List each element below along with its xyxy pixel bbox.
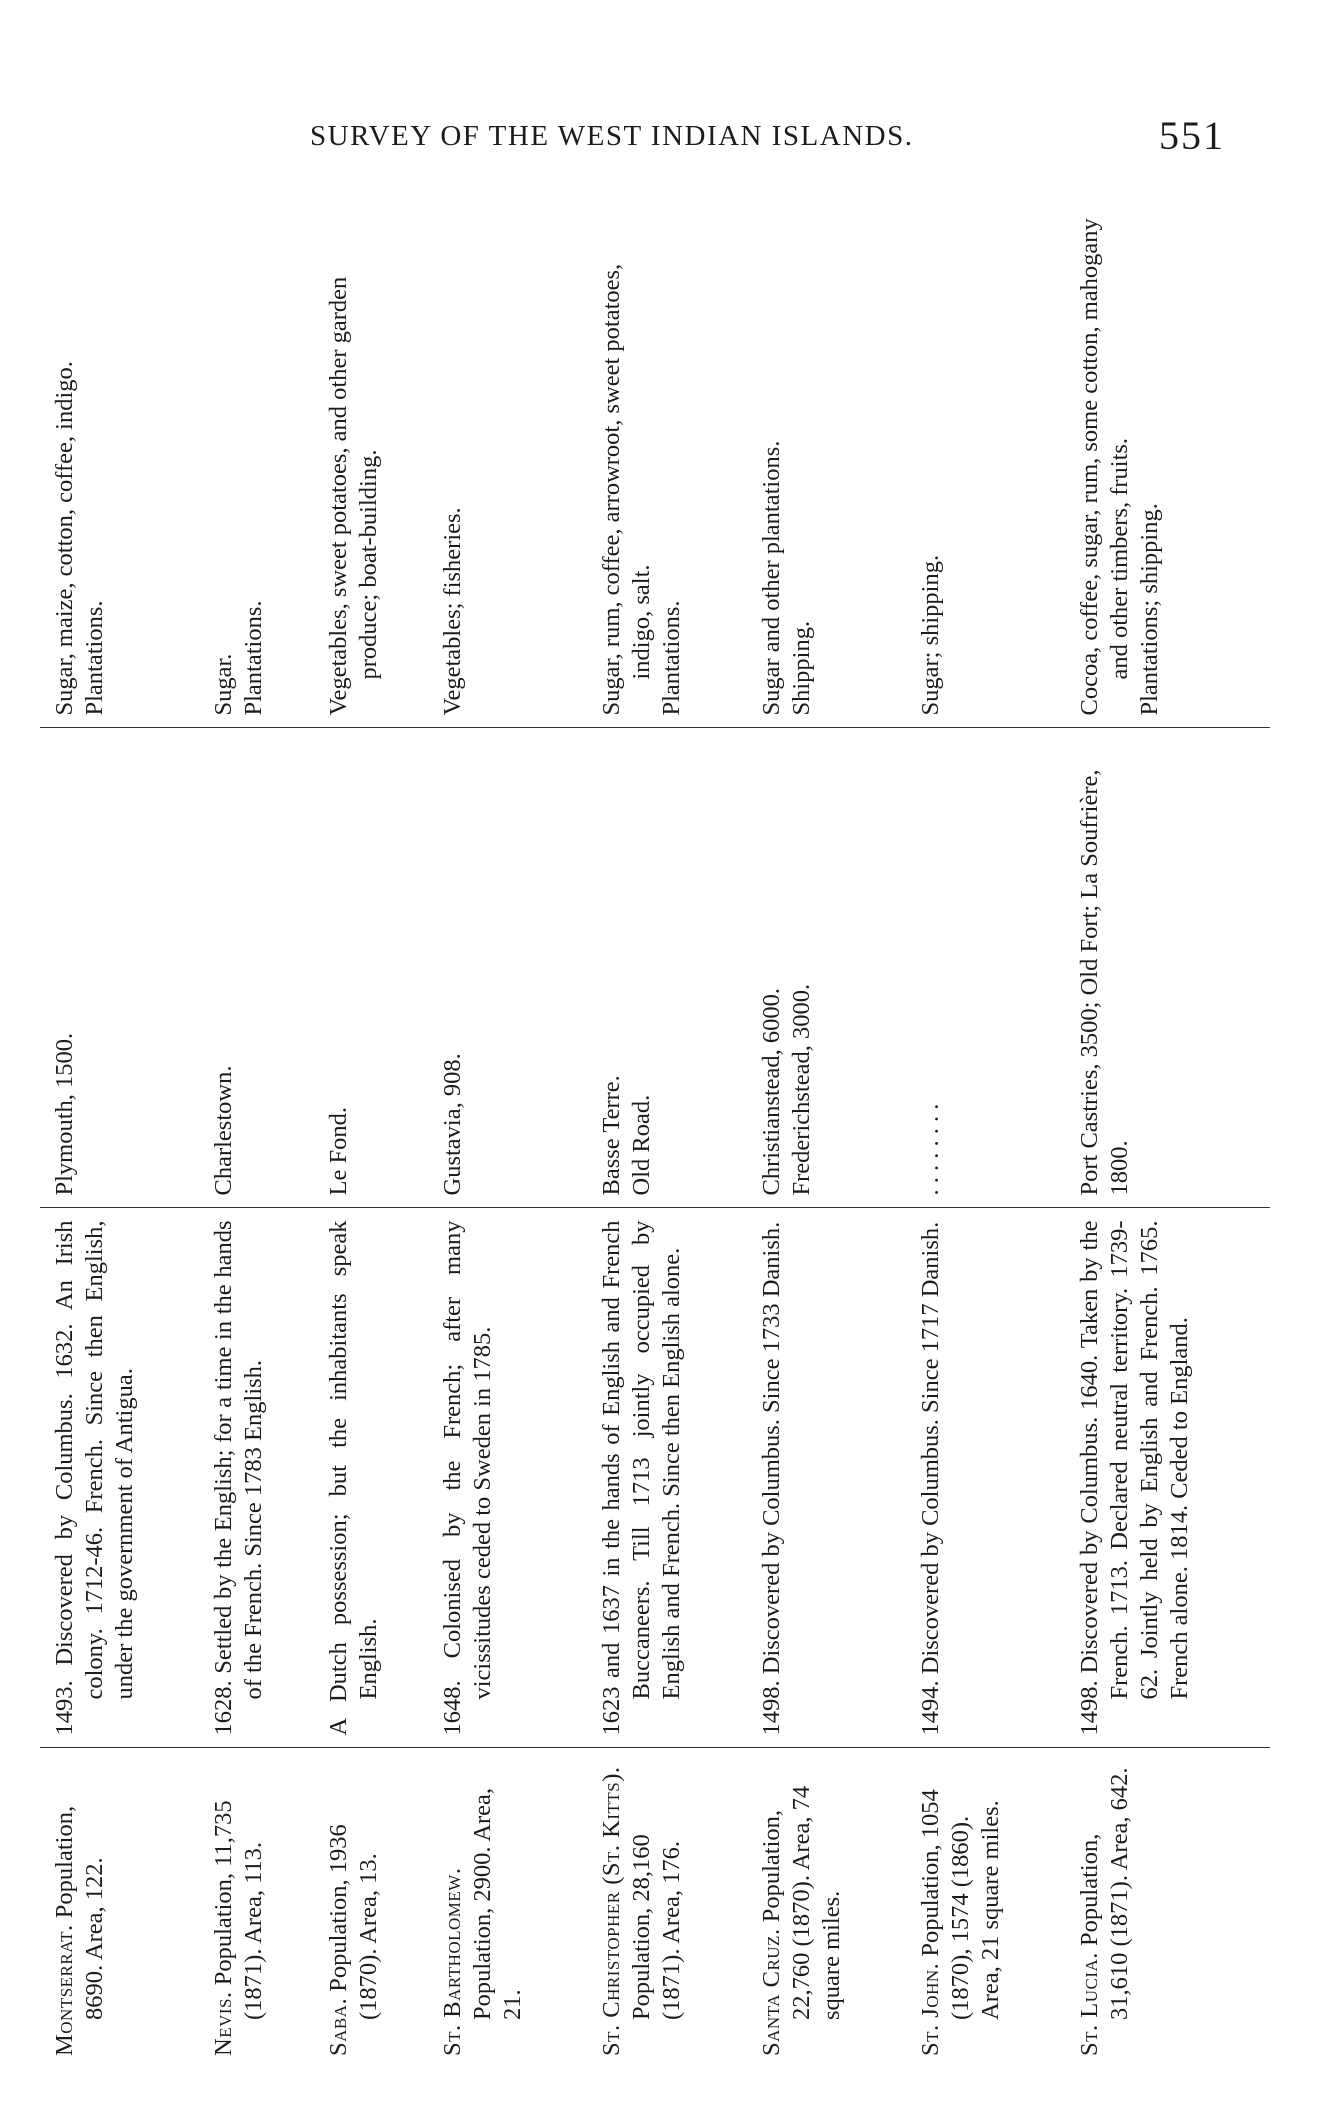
produce-cell bbox=[906, 178, 1065, 728]
produce-line: Cocoa, coffee, sugar, rum, some cotton, mahogany and other timbers, fruits. bbox=[1076, 218, 1134, 716]
town-line: Port Castries, 3500; Old Fort; La Soufrière, 1800. bbox=[1076, 769, 1134, 1196]
towns-cell bbox=[428, 728, 587, 1208]
island-cell bbox=[1065, 1748, 1270, 2068]
island-name: Nevis. bbox=[210, 1991, 238, 2056]
town-line: Le Fond. bbox=[324, 1107, 352, 1196]
produce-cell bbox=[40, 178, 199, 728]
island-cell bbox=[314, 1748, 428, 2068]
history-cell bbox=[1065, 1208, 1270, 1748]
produce-line: Plantations; shipping. bbox=[1136, 503, 1164, 716]
island-name: Saba. bbox=[324, 1997, 352, 2056]
towns-cell bbox=[1065, 728, 1270, 1208]
island-cell bbox=[40, 1748, 199, 2068]
island-facts: Population, 8690. Area, 122. bbox=[51, 1805, 108, 2020]
produce-cell bbox=[199, 178, 313, 728]
table-row bbox=[199, 178, 313, 2068]
island-name: St. Christopher (St. Kitts). bbox=[598, 1766, 626, 2056]
history-cell bbox=[587, 1208, 746, 1748]
rotated-table bbox=[40, 178, 1270, 2068]
produce-cell bbox=[587, 178, 746, 728]
produce-cell bbox=[428, 178, 587, 728]
running-head bbox=[310, 112, 1225, 160]
produce-cell bbox=[747, 178, 906, 728]
town-line: Old Road. bbox=[628, 1094, 656, 1196]
page-number: 551 bbox=[1159, 113, 1225, 158]
history-text: 1498. Discovered by Columbus. 1640. Taken by the French. 1713. Declared neutral territory. 1739-62. Jointly held by English and French. 1765. French alone. 1814. Ceded to England. bbox=[1076, 1220, 1194, 1736]
history-text: 1623 and 1637 in the hands of English and French Buccaneers. Till 1713 jointly occupied by English and French. Since then English alone. bbox=[598, 1220, 686, 1736]
produce-line: Sugar. bbox=[210, 653, 238, 716]
produce-line: Sugar, maize, cotton, coffee, indigo. bbox=[51, 361, 78, 716]
produce-line: Shipping. bbox=[787, 620, 815, 716]
table-row bbox=[314, 178, 428, 2068]
island-facts: Population, 1054 (1870), 1574 (1860). Area, 21 square miles. bbox=[917, 1789, 1005, 2020]
town-line: Basse Terre. bbox=[598, 1075, 626, 1196]
island-facts: Population, 31,610 (1871). Area, 642. bbox=[1076, 1767, 1134, 2020]
history-cell bbox=[428, 1208, 587, 1748]
rotated-table-frame bbox=[40, 178, 1270, 2068]
history-text: 1628. Settled by the English; for a time in the hands of the French. Since 1783 English. bbox=[210, 1220, 268, 1736]
history-text: A Dutch possession; but the inhabitants speak English. bbox=[324, 1220, 382, 1736]
towns-cell bbox=[199, 728, 313, 1208]
towns-cell bbox=[906, 728, 1065, 1208]
table-row bbox=[906, 178, 1065, 2068]
towns-cell bbox=[40, 728, 199, 1208]
produce-line: Sugar and other plantations. bbox=[757, 440, 785, 716]
produce-cell bbox=[1065, 178, 1270, 728]
history-text: 1648. Colonised by the French; after many vicissitudes ceded to Sweden in 1785. bbox=[438, 1220, 496, 1736]
towns-cell bbox=[314, 728, 428, 1208]
town-line: Plymouth, 1500. bbox=[51, 1032, 78, 1196]
produce-line: Sugar, rum, coffee, arrowroot, sweet potatoes, indigo, salt. bbox=[598, 263, 656, 716]
island-cell bbox=[747, 1748, 906, 2068]
town-line: . . . . . . . . bbox=[917, 1103, 945, 1196]
table-row bbox=[40, 178, 199, 2068]
town-line: Charlestown. bbox=[210, 1065, 238, 1196]
history-text: 1494. Discovered by Columbus. Since 1717 Danish. bbox=[917, 1221, 945, 1736]
history-text: 1498. Discovered by Columbus. Since 1733 Danish. bbox=[757, 1221, 785, 1736]
towns-cell bbox=[747, 728, 906, 1208]
history-cell bbox=[40, 1208, 199, 1748]
history-cell bbox=[199, 1208, 313, 1748]
produce-line: Plantations. bbox=[240, 600, 268, 716]
table-row bbox=[747, 178, 906, 2068]
island-name: St. Bartholomew. bbox=[438, 1867, 466, 2056]
island-cell bbox=[428, 1748, 587, 2068]
town-line: Christianstead, 6000. bbox=[757, 987, 785, 1196]
produce-line: Plantations. bbox=[658, 600, 686, 716]
history-cell bbox=[747, 1208, 906, 1748]
island-cell bbox=[906, 1748, 1065, 2068]
history-text: 1493. Discovered by Columbus. 1632. An Irish colony. 1712-46. French. Since then English, under the government of Antigua. bbox=[51, 1220, 138, 1736]
produce-line: Sugar; shipping. bbox=[917, 554, 945, 716]
island-facts: Population, 1936 (1870). Area, 13. bbox=[324, 1824, 382, 2020]
island-name: Montserrat. bbox=[51, 1924, 78, 2056]
towns-cell bbox=[587, 728, 746, 1208]
produce-cell bbox=[314, 178, 428, 728]
island-facts: Population, 2900. Area, 21. bbox=[468, 1787, 526, 2020]
table-row bbox=[1065, 178, 1270, 2068]
island-name: Santa Cruz. bbox=[757, 1928, 785, 2056]
island-cell bbox=[199, 1748, 313, 2068]
produce-line: Plantations. bbox=[81, 600, 108, 716]
table-row bbox=[428, 178, 587, 2068]
island-facts: Population, 22,760 (1870). Area, 74 square miles. bbox=[757, 1785, 845, 2020]
produce-line: Vegetables, sweet potatoes, and other garden produce; boat-building. bbox=[324, 276, 382, 716]
islands-table bbox=[40, 178, 1270, 2068]
table-row bbox=[587, 178, 746, 2068]
town-line: Frederichstead, 3000. bbox=[787, 983, 815, 1196]
island-name: St. John. bbox=[917, 1962, 945, 2056]
town-line: Gustavia, 908. bbox=[438, 1053, 466, 1196]
running-title: SURVEY OF THE WEST INDIAN ISLANDS. bbox=[310, 120, 914, 152]
island-cell bbox=[587, 1748, 746, 2068]
history-cell bbox=[906, 1208, 1065, 1748]
island-facts: Population, 11,735 (1871). Area, 113. bbox=[210, 1800, 268, 2020]
island-name: St. Lucia. bbox=[1076, 1952, 1104, 2056]
island-facts: Population, 28,160 (1871). Area, 176. bbox=[628, 1834, 686, 2020]
history-cell bbox=[314, 1208, 428, 1748]
produce-line: Vegetables; fisheries. bbox=[438, 507, 466, 716]
